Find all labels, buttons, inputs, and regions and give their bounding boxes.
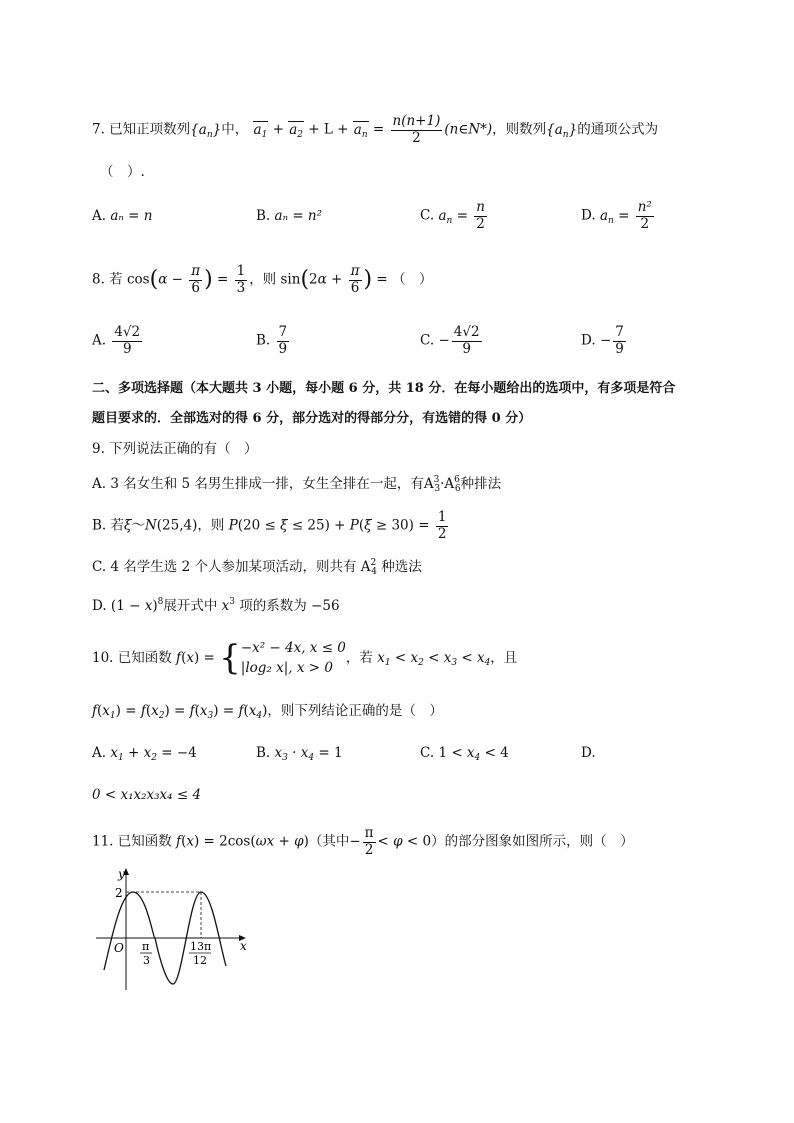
q9-option-c[interactable]: C. 4 名学生选 2 个人参加某项活动，则共有 $A^2_4$ 种选法 bbox=[92, 558, 422, 577]
q7-option-c[interactable]: C. $a_n$ = $\frac{n}{2}$ bbox=[420, 199, 485, 232]
q7-condition: (n∈N*) bbox=[444, 121, 493, 138]
q7-stem-suffix: ，则数列 bbox=[492, 121, 547, 138]
q7-stem-end: 的通项公式为 bbox=[577, 121, 659, 138]
q8-option-c[interactable]: C. − $\frac{4√2}{9}$ bbox=[420, 324, 480, 357]
q9-option-d[interactable]: D. $(1 - x)^8$展开式中 $x^3$ 项的系数为 −56 bbox=[92, 597, 340, 614]
y-axis-label: y bbox=[118, 867, 125, 881]
q10-stem-line2: $f(x_1) = f(x_2) = f(x_3) = f(x_4)$，则下列结论正确的是（ ） bbox=[92, 703, 443, 721]
q10-option-a[interactable]: A. $x_1 + x_2 = -4$ bbox=[92, 745, 197, 763]
q8-stem-prefix: 8. 若 bbox=[92, 271, 123, 288]
q11-stem: 11. 已知函数 f(x) = 2cos(ωx + φ)（其中− $\frac{\pi}{2}$ < φ < 0）的部分图象如图所示，则（ ） bbox=[92, 825, 634, 858]
peak-value-label: 2 bbox=[115, 886, 123, 900]
q7-fraction: $\frac{n(n+1)}{2}$ bbox=[392, 113, 441, 146]
q10-stem: 10. 已知函数 f(x) = { −x² − 4x, x ≤ 0 |log₂ x|, x > 0 ，若 $x_1 < x_2 < x_3 < x_4$，且 bbox=[92, 638, 518, 679]
q10-option-d[interactable]: D. bbox=[581, 745, 596, 761]
q10-option-b[interactable]: B. $x_3 \cdot x_4 = 1$ bbox=[256, 745, 343, 763]
q7-option-a[interactable]: A. aₙ = n bbox=[92, 208, 153, 224]
q8-option-b[interactable]: B. $\frac{7}{9}$ bbox=[256, 324, 288, 357]
tick1-num: π bbox=[142, 940, 150, 953]
q11-graph bbox=[90, 866, 260, 996]
q7-option-d[interactable]: D. $a_n$ = $\frac{\text{n²}}{2}$ bbox=[581, 199, 652, 232]
section2-heading-line1: 二、多项选择题（本大题共 3 小题，每小题 6 分，共 18 分．在每小题给出的选项中，有多项是符合 bbox=[92, 381, 676, 396]
section2-heading-line2: 题目要求的．全部选对的得 6 分，部分选对的得部分分，有选错的得 0 分） bbox=[92, 411, 532, 426]
q8-option-a[interactable]: A. $\frac{4√2}{9}$ bbox=[92, 324, 141, 357]
x-axis-label: x bbox=[240, 939, 247, 953]
q10-option-d-text: 0 < x₁x₂x₃x₄ ≤ 4 bbox=[92, 787, 202, 803]
tick2-den: 12 bbox=[193, 954, 207, 967]
q7-stem: 7. 已知正项数列$\{a_n\}$中， $a_1 + a_2 + L + a_n$ = $\frac{n(n+1)}{2}$ (n∈N*)，则数列$\{a_n\}$的通项公式为 bbox=[92, 113, 659, 146]
q9-option-b[interactable]: B. 若ξ～N(25,4)，则 P(20 ≤ ξ ≤ 25) + P(ξ ≥ 30) = $\frac{1}{2}$ bbox=[92, 509, 447, 542]
tick1-den: 3 bbox=[143, 954, 150, 967]
q7-blank: （ ）. bbox=[100, 164, 145, 180]
tick2-num: 13π bbox=[190, 940, 212, 953]
q8-stem-mid: ，则 bbox=[249, 271, 277, 288]
q7-stem-mid: 中， bbox=[221, 121, 249, 138]
q8-stem: 8. 若 cos(α − $\frac{\pi}{6}$ ) = $\frac{1}{3}$ ，则 sin(2α + $\frac{\pi}{6}$ ) = （ ） bbox=[92, 263, 433, 296]
q8-stem-end: = （ ） bbox=[376, 271, 433, 288]
q7-option-b[interactable]: B. aₙ = n² bbox=[256, 208, 323, 224]
q10-option-c[interactable]: C. $1 < x_4 < 4$ bbox=[420, 745, 509, 763]
q7-stem-prefix: 7. 已知正项数列 bbox=[92, 121, 191, 138]
q9-stem: 9. 下列说法正确的有（ ） bbox=[92, 441, 258, 457]
origin-label: O bbox=[114, 941, 124, 955]
q9-option-a[interactable]: A. 3 名女生和 5 名男生排成一排，女生全排在一起，有$A^3_3\cdot A^6_6$种排法 bbox=[92, 475, 502, 494]
q8-option-d[interactable]: D. − $\frac{7}{9}$ bbox=[581, 324, 624, 357]
